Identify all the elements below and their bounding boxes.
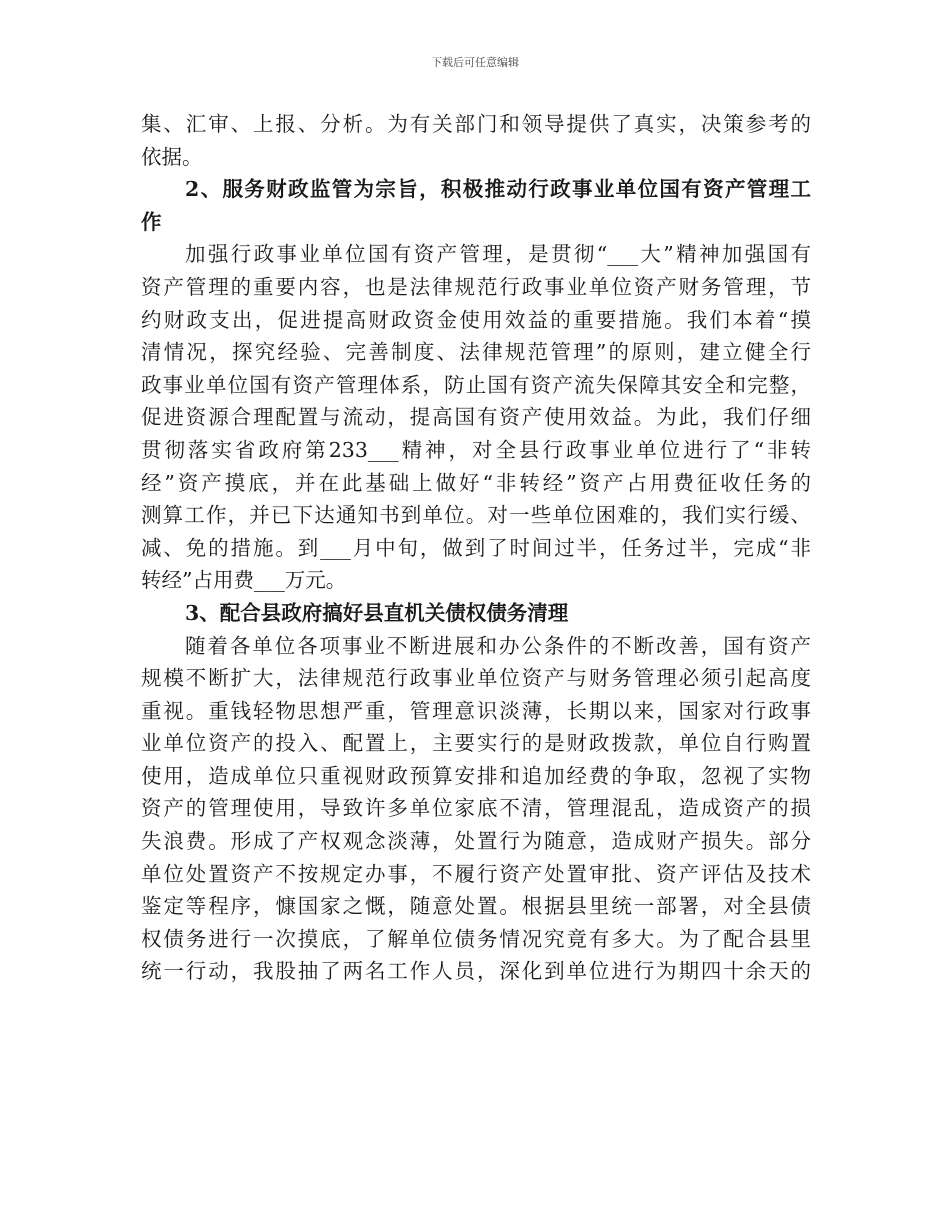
paragraph-line: 促进资源合理配置与流动，提高国有资产使用效益。为此，我们仔细 bbox=[141, 405, 811, 430]
paragraph-line: 资产的管理使用，导致许多单位家底不清，管理混乱，造成资产的损 bbox=[141, 796, 811, 821]
paragraph-line: 转经”占用费___万元。 bbox=[141, 568, 347, 593]
paragraph-line: 依据。 bbox=[141, 144, 203, 169]
paragraph-line: 约财政支出，促进提高财政资金使用效益的重要措施。我们本着“摸 bbox=[141, 307, 811, 332]
section-heading-line: 3、配合县政府搞好县直机关债权债务清理 bbox=[185, 600, 569, 625]
paragraph-line: 鉴定等程序，慷国家之慨，随意处置。根据县里统一部署，对全县债 bbox=[141, 894, 811, 919]
paragraph-line: 规模不断扩大，法律规范行政事业单位资产与财务管理必须引起高度 bbox=[141, 666, 811, 691]
paragraph-line: 加强行政事业单位国有资产管理，是贯彻“___大”精神加强国有 bbox=[185, 242, 811, 267]
paragraph-line: 贯彻落实省政府第233___精神，对全县行政事业单位进行了“非转 bbox=[141, 437, 811, 462]
paragraph-line: 使用，造成单位只重视财政预算安排和追加经费的争取，忽视了实物 bbox=[141, 763, 811, 788]
paragraph-line: 重视。重钱轻物思想严重，管理意识淡薄，长期以来，国家对行政事 bbox=[141, 698, 811, 723]
paragraph-line: 业单位资产的投入、配置上，主要实行的是财政拨款，单位自行购置 bbox=[141, 731, 811, 756]
paragraph-line: 经”资产摸底，并在此基础上做好“非转经”资产占用费征收任务的 bbox=[141, 470, 811, 495]
paragraph-line: 单位处置资产不按规定办事，不履行资产处置审批、资产评估及技术 bbox=[141, 861, 811, 886]
document-body bbox=[141, 108, 811, 988]
paragraph-line: 政事业单位国有资产管理体系，防止国有资产流失保障其安全和完整， bbox=[141, 372, 811, 397]
page-header: 下载后可任意编辑 bbox=[431, 56, 519, 69]
paragraph-line: 失浪费。形成了产权观念淡薄，处置行为随意，造成财产损失。部分 bbox=[141, 829, 811, 854]
section-heading-line: 作 bbox=[141, 209, 162, 234]
paragraph-line: 清情况，探究经验、完善制度、法律规范管理”的原则，建立健全行 bbox=[141, 340, 811, 365]
paragraph-line: 统一行动，我股抽了两名工作人员，深化到单位进行为期四十余天的 bbox=[141, 959, 811, 984]
paragraph-line: 权债务进行一次摸底，了解单位债务情况究竟有多大。为了配合县里 bbox=[141, 926, 811, 951]
paragraph-line: 集、汇审、上报、分析。为有关部门和领导提供了真实，决策参考的 bbox=[141, 112, 811, 136]
paragraph-line: 随着各单位各项事业不断进展和办公条件的不断改善，国有资产 bbox=[185, 633, 811, 658]
section-heading-line: 2、服务财政监管为宗旨，积极推动行政事业单位国有资产管理工 bbox=[185, 177, 811, 202]
paragraph-line: 测算工作，并已下达通知书到单位。对一些单位困难的，我们实行缓、 bbox=[141, 503, 811, 528]
paragraph-line: 减、免的措施。到___月中旬，做到了时间过半，任务过半，完成“非 bbox=[141, 535, 811, 560]
paragraph-line: 资产管理的重要内容，也是法律规范行政事业单位资产财务管理，节 bbox=[141, 274, 811, 299]
